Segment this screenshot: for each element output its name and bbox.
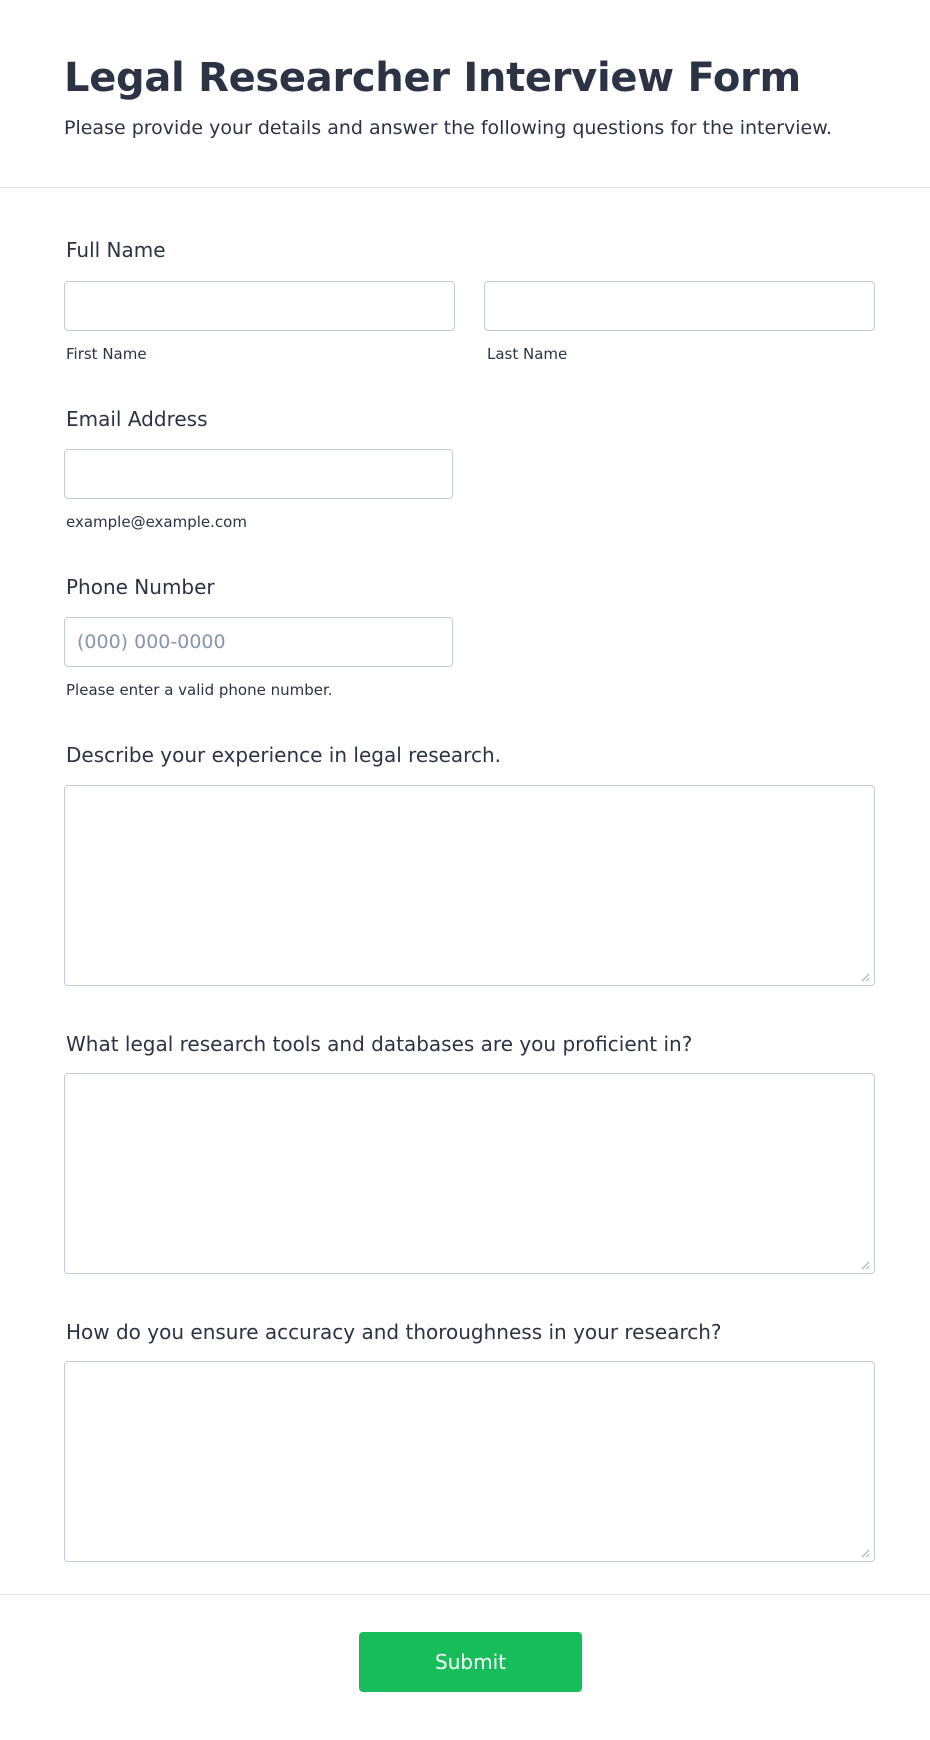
email-input[interactable] bbox=[64, 449, 453, 499]
phone-label: Phone Number bbox=[66, 575, 215, 599]
last-name-input[interactable] bbox=[484, 281, 875, 331]
phone-sublabel: Please enter a valid phone number. bbox=[66, 681, 333, 699]
question-3-label: How do you ensure accuracy and thoroughness in your research? bbox=[66, 1320, 722, 1344]
email-label: Email Address bbox=[66, 407, 208, 431]
form-subtitle: Please provide your details and answer the following questions for the interview. bbox=[64, 117, 833, 139]
first-name-sublabel: First Name bbox=[66, 345, 147, 363]
email-sublabel: example@example.com bbox=[66, 513, 247, 531]
first-name-input[interactable] bbox=[64, 281, 455, 331]
resize-handle-icon[interactable] bbox=[860, 972, 870, 982]
submit-button[interactable]: Submit bbox=[359, 1632, 582, 1692]
full-name-label: Full Name bbox=[66, 238, 166, 262]
phone-input[interactable] bbox=[64, 617, 453, 667]
form-header bbox=[0, 0, 930, 188]
resize-handle-icon[interactable] bbox=[860, 1260, 870, 1270]
footer-divider bbox=[0, 1594, 930, 1595]
question-1-label: Describe your experience in legal research. bbox=[66, 743, 501, 767]
question-2-textarea[interactable] bbox=[64, 1073, 875, 1274]
question-1-textarea[interactable] bbox=[64, 785, 875, 986]
form-title: Legal Researcher Interview Form bbox=[64, 55, 801, 101]
last-name-sublabel: Last Name bbox=[487, 345, 568, 363]
question-3-textarea[interactable] bbox=[64, 1361, 875, 1562]
resize-handle-icon[interactable] bbox=[860, 1548, 870, 1558]
question-2-label: What legal research tools and databases are you proficient in? bbox=[66, 1032, 693, 1056]
